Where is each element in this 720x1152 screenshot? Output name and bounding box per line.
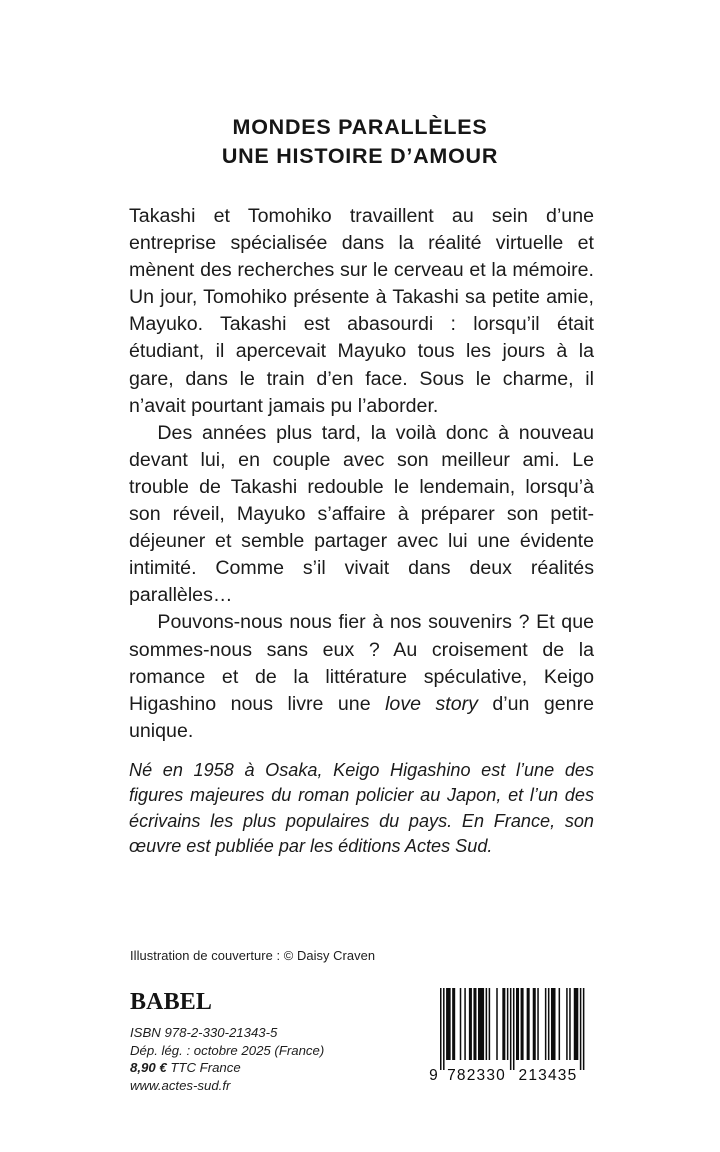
legal-deposit-line: Dép. lég. : octobre 2025 (France)	[130, 1042, 325, 1058]
publisher-website: www.actes-sud.fr	[130, 1077, 231, 1093]
blurb-paragraph-3	[129, 609, 594, 744]
blurb-italic-phrase: love story	[385, 692, 478, 715]
blurb-paragraph-2: Des années plus tard, la voilà donc à nouveau devant lui, en couple avec son meilleur ami. Le trouble de Takashi redouble le lendemain, lorsqu’à son réveil, Mayuko s’affaire à préparer son petit-déjeuner et semble partager avec lui une évidente intimité. Comme s’il vivait dans deux réalités parallèles…	[129, 421, 594, 607]
isbn-line: ISBN 978-2-330-21343-5	[130, 1025, 278, 1040]
publisher-imprint-babel: BABEL	[130, 989, 212, 1015]
ean13-barcode	[424, 986, 596, 1090]
svg-text:213435: 213435	[518, 1067, 578, 1084]
blurb-paragraph-3-lead: Pouvons-nous nous fier à nos souvenirs ? Et que sommes-nous sans eux ? Au croisement de la romance et de la littérature spéculative, Keigo Higashino nous livre une	[129, 611, 594, 715]
price-value: 8,90 €	[130, 1060, 167, 1076]
author-biography	[129, 758, 594, 859]
svg-text:9: 9	[429, 1067, 439, 1084]
blurb-paragraph-1: Takashi et Tomohiko travaillent au sein d’une entreprise spécialisée dans la réalité virtuelle et mènent des recherches sur le cerveau et la mémoire. Un jour, Tomohiko présente à Takashi sa petite amie, Mayuko. Takashi est abasourdi : lorsqu’il était étudiant, il apercevait Mayuko tous les jours à la gare, dans le train d’en face. Sous le charme, il n’avait pourtant jamais pu l’aborder.	[129, 205, 594, 417]
cover-illustration-credit: Illustration de couverture : © Daisy Craven	[130, 948, 376, 963]
legal-info-block	[130, 1024, 324, 1094]
title-line-1: MONDES PARALLÈLES	[232, 115, 488, 139]
book-title	[0, 113, 720, 171]
price-line	[130, 1059, 324, 1077]
svg-text:782330: 782330	[447, 1067, 507, 1084]
blurb-paragraph-3-tail: d’un genre unique.	[129, 692, 594, 742]
title-line-2: UNE HISTOIRE D’AMOUR	[221, 144, 499, 168]
price-suffix: TTC France	[166, 1060, 241, 1076]
blurb-text	[129, 203, 594, 745]
author-biography-text: Né en 1958 à Osaka, Keigo Higashino est l’une des figures majeures du roman policier au Japon, et l’un des écrivains les plus populaires du pays. En France, son œuvre est publiée par les éditions Actes Sud.	[129, 760, 594, 856]
